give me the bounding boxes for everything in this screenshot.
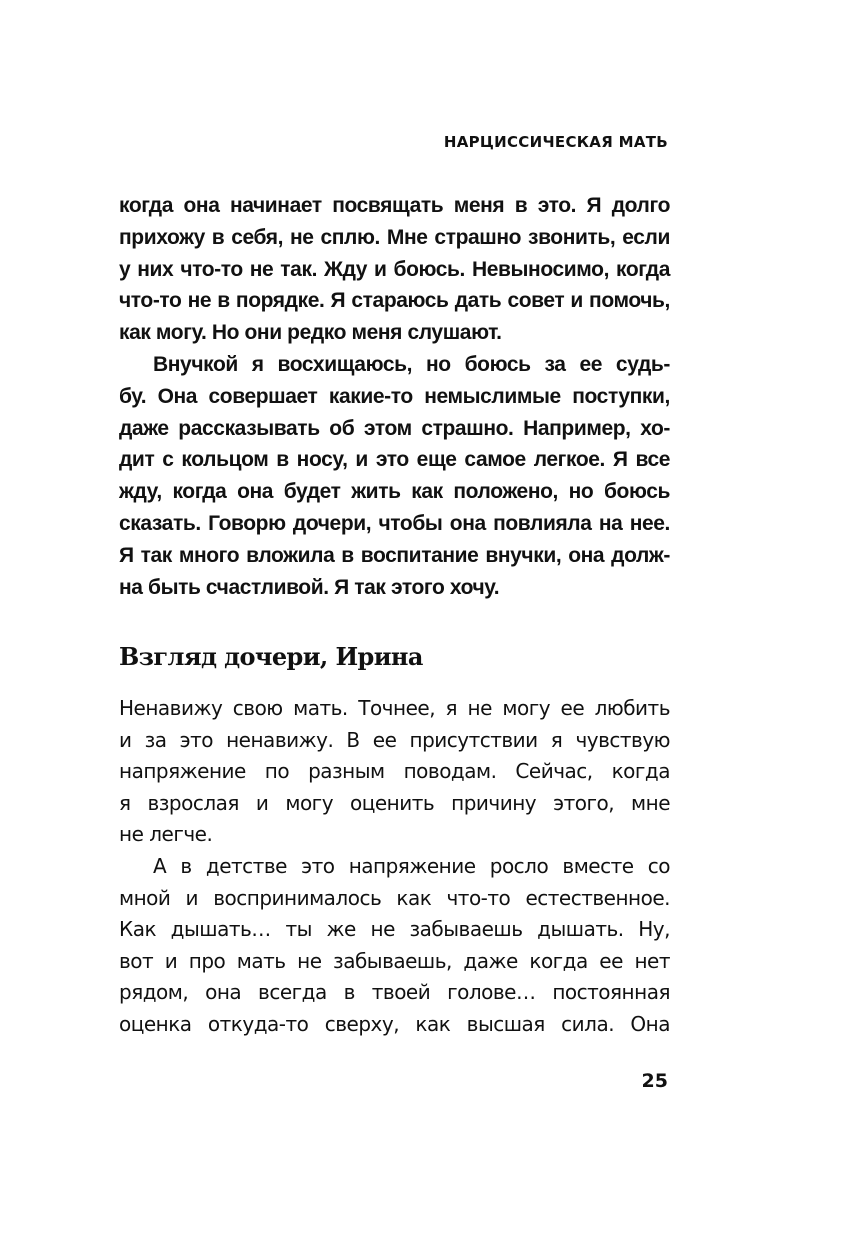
text-line: Ненавижу свою мать. Точнее, я не могу ее любить [119,696,670,720]
page-number: 25 [641,1070,668,1092]
text-line: оценка откуда-то сверху, как высшая сила. Она [119,1011,670,1036]
text-line: напряжение по разным поводам. Сейчас, когда [119,759,670,784]
text-line: прихожу в себя, не сплю. Мне страшно звонить, если [119,225,670,249]
text-line: даже рассказывать об этом страшно. Например, хо- [119,416,670,440]
text-line: когда она начинает посвящать меня в это. Я долго [119,194,670,217]
text-line: Я так много вложила в воспитание внучки, она долж- [119,543,670,567]
text-line: не легче. [119,822,213,847]
text-line: как могу. Но они редко меня слушают. [119,321,502,345]
text-line: мной и воспринималось как что-то естественное. [119,885,670,910]
text-line: дит с кольцом в носу, и это еще самое легкое. Я все [119,448,670,472]
text-line: что-то не в порядке. Я стараюсь дать совет и помочь, [119,289,670,313]
text-line: на быть счастливой. Я так этого хочу. [119,575,500,599]
text-line: А в детстве это напряжение росло вместе со [153,853,670,878]
text-line: у них что-то не так. Жду и боюсь. Невыносимо, когда [119,257,670,281]
section-heading: Взгляд дочери, Ирина [119,642,423,671]
text-line: бу. Она совершает какие-то немыслимые поступки, [119,384,670,408]
text-line: Внучкой я восхищаюсь, но боюсь за ее судь- [153,352,670,376]
text-line: рядом, она всегда в твоей голове… постоянная [119,980,670,1005]
text-line: и за это ненавижу. В ее присутствии я чувствую [119,727,670,752]
text-line: сказать. Говорю дочери, чтобы она повлияла на нее. [119,511,670,535]
running-head: НАРЦИССИЧЕСКАЯ МАТЬ [443,133,668,151]
text-line: жду, когда она будет жить как положено, но боюсь [119,480,670,504]
text-line: я взрослая и могу оценить причину этого, мне [119,790,670,815]
text-line: вот и про мать не забываешь, даже когда ее нет [119,948,670,973]
daughter-view-text [119,693,670,1041]
mother-view-text [119,190,670,603]
text-line: Как дышать… ты же не забываешь дышать. Ну, [119,917,670,942]
